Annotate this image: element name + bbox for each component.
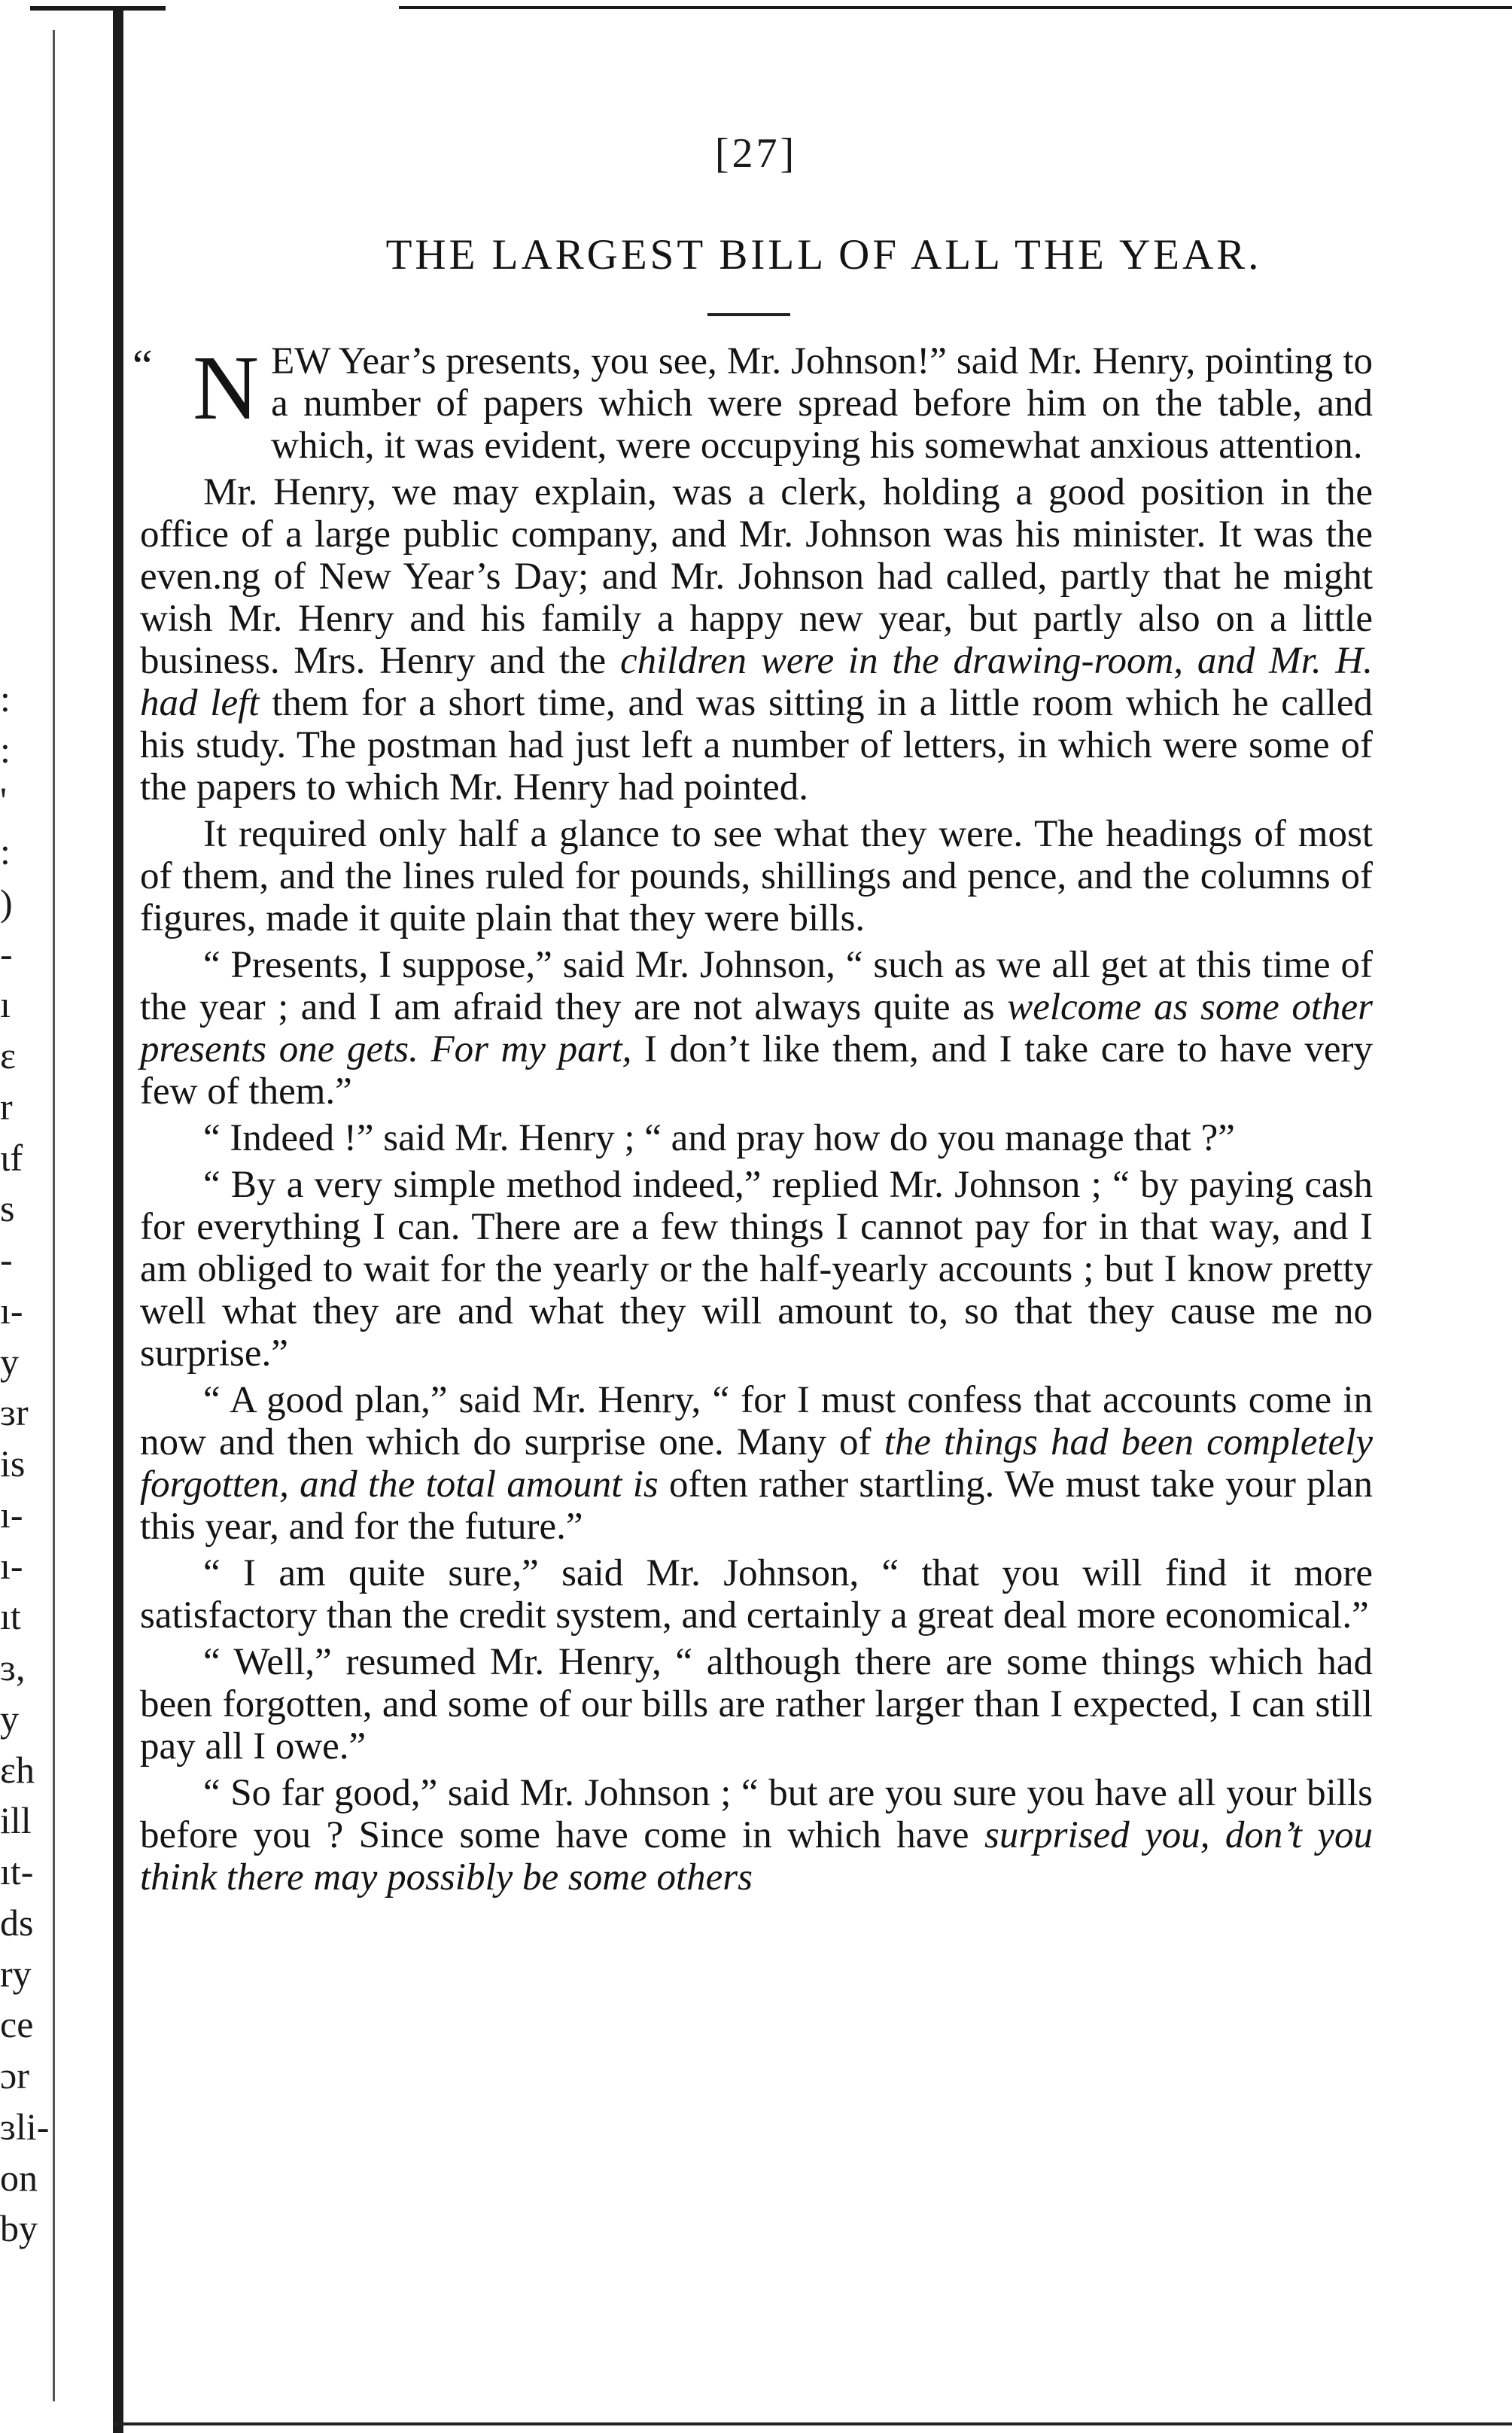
paragraph: Mr. Henry, we may explain, was a clerk, holding a good position in the office of a large public company, and Mr. Johnson was his minister. It was the even.ng of New Year’s Day; and Mr. Johnson had called, partly that he might wish Mr. Henry and his family a happy new year, but partly also on a little business. Mrs. Henry and the children were in the drawing-room, and Mr. H. had left them for a short time, and was sitting in a little room which he called his study. The postman had just left a number of letters, in which were some of the papers to which Mr. Henry had pointed. <box>140 471 1373 808</box>
bleed-fragment: ı <box>0 983 11 1025</box>
drop-cap: N <box>193 337 260 439</box>
bleed-fragment: on <box>0 2157 38 2199</box>
paragraph: “ So far good,” said Mr. Johnson ; “ but are you sure you have all your bills before you ? Since some have come in which have surprised you, don’t you think there may possibly be some others <box>140 1772 1373 1899</box>
paragraph-text: EW Year’s presents, you see, Mr. Johnson!” said Mr. Henry, pointing to a number of papers which were spread before him on the table, and which, it was evident, were occupying his somewhat anxious attention. <box>271 340 1373 467</box>
bleed-fragment: ɛ <box>0 1034 16 1076</box>
paragraph: “ I am quite sure,” said Mr. Johnson, “ that you will find it more satisfactory than the credit system, and certainly a great deal more economical.” <box>140 1552 1373 1637</box>
bleed-fragment: - <box>0 1238 13 1280</box>
top-rule <box>399 6 1512 9</box>
bottom-rule <box>113 2422 1512 2425</box>
bleed-fragment: ıt <box>0 1595 21 1637</box>
bleed-fragment: ı- <box>0 1494 23 1536</box>
chapter-title: THE LARGEST BILL OF ALL THE YEAR. <box>385 231 1262 279</box>
paragraph: “ By a very simple method indeed,” replied Mr. Johnson ; “ by paying cash for everything I can. There are a few things I cannot pay for in that way, and I am obliged to wait for the yearly or the half-yearly accounts ; but I know pretty well what they are and what they will amount to, so that they cause me no surprise.” <box>140 1164 1373 1375</box>
paragraph: It required only half a glance to see what they were. The headings of most of them, and the lines ruled for pounds, shillings and pence, and the columns of figures, made it quite plain that they were bills. <box>140 813 1373 939</box>
bleed-fragment: ds <box>0 1902 34 1944</box>
bleed-fragment: ɜ, <box>0 1646 26 1688</box>
bleed-fragment: - <box>0 933 13 975</box>
paragraph: “ A good plan,” said Mr. Henry, “ for I must confess that accounts come in now and then which do surprise one. Many of the things had been completely forgotten, and the total amount is often rather startling. We must take your plan this year, and for the future.” <box>140 1379 1374 1548</box>
bleed-fragment: y <box>0 1698 19 1740</box>
facing-page-bleed <box>0 678 83 2258</box>
gutter-binding-edge <box>113 6 123 2433</box>
title-rule <box>707 313 790 316</box>
body-text <box>140 337 1374 1903</box>
paragraph: “ Indeed !” said Mr. Henry ; “ and pray how do you manage that ?” <box>203 1117 1235 1159</box>
bleed-fragment: is <box>0 1442 26 1484</box>
bleed-fragment: ɜr <box>0 1391 29 1433</box>
bleed-fragment: ry <box>0 1953 32 1995</box>
bleed-fragment: : <box>0 678 11 720</box>
bleed-fragment: ' <box>0 779 8 821</box>
bleed-fragment: ) <box>0 882 13 924</box>
paragraph: “ Well,” resumed Mr. Henry, “ although there are some things which had been forgotten, and some of our bills are rather larger than I expected, I can still pay all I owe.” <box>140 1641 1373 1768</box>
bleed-fragment: ɛh <box>0 1749 35 1791</box>
bleed-fragment: ı- <box>0 1545 23 1587</box>
bleed-fragment: : <box>0 830 11 872</box>
bleed-fragment: ı- <box>0 1290 23 1332</box>
bleed-fragment: ill <box>0 1799 32 1841</box>
top-left-rule <box>30 6 166 11</box>
paragraph: “ Presents, I suppose,” said Mr. Johnson, “ such as we all get at this time of the year ; and I am afraid they are not always quite as welcome as some other presents one gets. For my part, I don’t like them, and I take care to have very few of them.” <box>140 944 1373 1113</box>
bleed-fragment: s <box>0 1187 15 1229</box>
bleed-fragment: : <box>0 729 11 771</box>
page-number: [27] <box>714 130 798 177</box>
bleed-fragment: by <box>0 2207 38 2249</box>
bleed-fragment: y <box>0 1341 19 1383</box>
bleed-fragment: ce <box>0 2003 34 2045</box>
bleed-fragment: ɔr <box>0 2054 29 2097</box>
opening-quote-mark: “ <box>132 341 153 391</box>
bleed-fragment: r <box>0 1086 13 1128</box>
paragraph <box>140 337 1373 467</box>
bleed-fragment: ɜli- <box>0 2106 50 2148</box>
bleed-fragment: ɩf <box>0 1137 23 1179</box>
bleed-fragment: ıt- <box>0 1850 34 1893</box>
